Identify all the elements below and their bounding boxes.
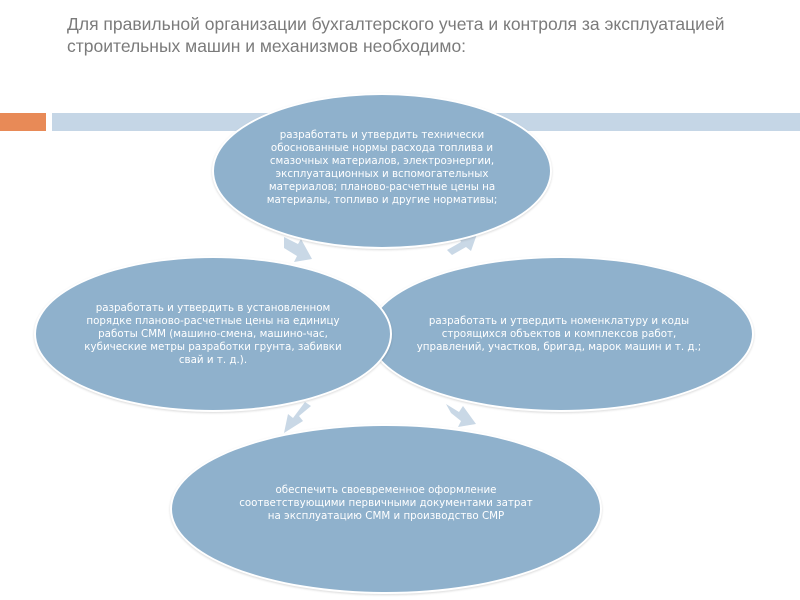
cycle-node-documents (170, 424, 602, 594)
cycle-node-nomenclature (368, 256, 754, 412)
cycle-node-prices-text: разработать и утвердить в установленном порядке планово-расчетные цены на единицу работы СММ (машино-смена, машино-час, кубические метры разработки грунта, забивки свай и т. д.). (84, 301, 342, 366)
accent-band (0, 113, 46, 131)
cycle-node-norms (212, 93, 552, 249)
cycle-node-nomenclature-text: разработать и утвердить номенклатуру и коды строящихся объектов и комплексов работ, управлений, участков, бригад, марок машин и т. д.; (416, 314, 702, 353)
cycle-node-prices (34, 256, 392, 412)
slide-title: Для правильной организации бухгалтерского учета и контроля за эксплуатацией строительных машин и механизмов необходимо: (67, 14, 725, 56)
cycle-node-norms-text: разработать и утвердить технически обоснованные нормы расхода топлива и смазочных материалов, электроэнергии, эксплуатационных и вспомогательных материалов; планово-расчетные цены на материалы, топливо и другие нормативы; (266, 129, 498, 206)
cycle-node-documents-text: обеспечить своевременное оформление соответствующими первичными документами затрат на эксплуатацию СММ и производство СМР (239, 483, 533, 522)
